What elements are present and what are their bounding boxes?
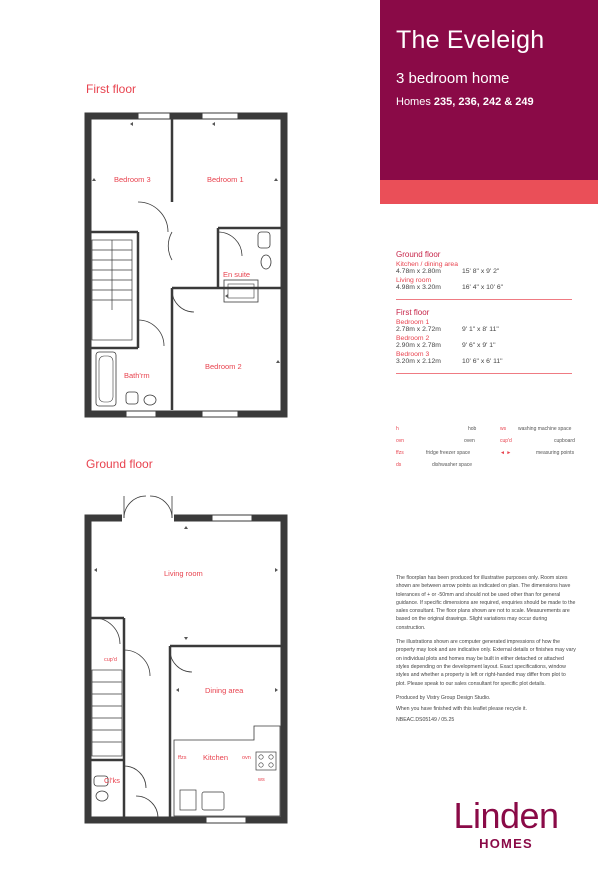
home-subtitle: 3 bedroom home bbox=[396, 70, 510, 87]
dimension-row: Bedroom 2 2.90m x 2.78m 9' 6" x 9' 1" bbox=[396, 335, 496, 349]
info-panel bbox=[380, 0, 598, 879]
dimension-row: Living room 4.98m x 3.20m 16' 4" x 10' 6" bbox=[396, 277, 504, 291]
ground-floor-dimensions-title: Ground floor bbox=[396, 250, 441, 259]
label-ovn: ovn bbox=[242, 755, 251, 761]
accent-bar bbox=[380, 180, 598, 204]
first-floor-plan bbox=[80, 110, 300, 420]
room-bedroom-2: Bedroom 2 bbox=[205, 362, 242, 371]
dimension-row: Bedroom 1 2.78m x 2.72m 9' 1" x 8' 11" bbox=[396, 319, 499, 333]
label-ffzs: ffzs bbox=[178, 755, 187, 761]
room-kitchen: Kitchen bbox=[203, 753, 229, 762]
first-floor-dimensions-title: First floor bbox=[396, 308, 430, 317]
room-dining-area: Dining area bbox=[205, 686, 244, 695]
plot-numbers: Homes 235, 236, 242 & 249 bbox=[396, 96, 534, 108]
room-bedroom-3: Bedroom 3 bbox=[114, 175, 151, 184]
room-cloakroom: Cl'ks bbox=[104, 776, 121, 785]
dimensions-table bbox=[396, 250, 586, 382]
label-ws: ws bbox=[258, 777, 265, 783]
home-title: The Eveleigh bbox=[396, 26, 545, 54]
linden-homes-logo: Linden HOMES bbox=[453, 795, 559, 851]
dimension-row: Kitchen / dining area 4.78m x 2.80m 15' 8" x 9' 2" bbox=[396, 261, 500, 275]
divider bbox=[396, 299, 572, 300]
dimension-row: Bedroom 3 3.20m x 2.12m 10' 6" x 6' 11" bbox=[396, 351, 503, 365]
divider bbox=[396, 373, 572, 374]
room-living-room: Living room bbox=[164, 569, 203, 578]
disclaimer-notes: The floorplan has been produced for illustrative purposes only. Room sizes shown are between arrow points as indicated on plan. The dimensions have tolerances of + or -50mm and should not be used other than for general guidance. If specific dimensions are required, enquiries should be made to the sales consultant. The floor plans shown are not to scale. Measurements are based on the original drawings. Slight variations may occur during construction. The illustrations shown are computer generated impressions of how the property may look and are indicative only. External details or finishes may vary on individual plots and homes may be built in either detached or attached styles depending on the development layout. Exact specifications, window styles and whether a property is left or right-handed may differ from plot to plot. Please speak to our sales consultant for specific plot details. Produced by Vistry Group Design Studio. When you have finished with this leaflet please recycle it. NBEAC.DS05149 / 05.25 bbox=[396, 575, 576, 724]
title-block bbox=[380, 0, 598, 180]
room-bedroom-1: Bedroom 1 bbox=[207, 175, 244, 184]
label-cupboard: cup'd bbox=[104, 657, 117, 663]
room-en-suite: En suite bbox=[223, 270, 251, 279]
room-bathroom: Bath'rm bbox=[124, 371, 150, 380]
first-floor-heading: First floor bbox=[86, 82, 137, 96]
ground-floor-heading: Ground floor bbox=[86, 457, 153, 471]
legend-key: h hob ws washing machine space ovn oven cup'd cupboard ffzs fridge freezer space ◄ ► measuring points ds dishwasher space bbox=[396, 426, 575, 468]
